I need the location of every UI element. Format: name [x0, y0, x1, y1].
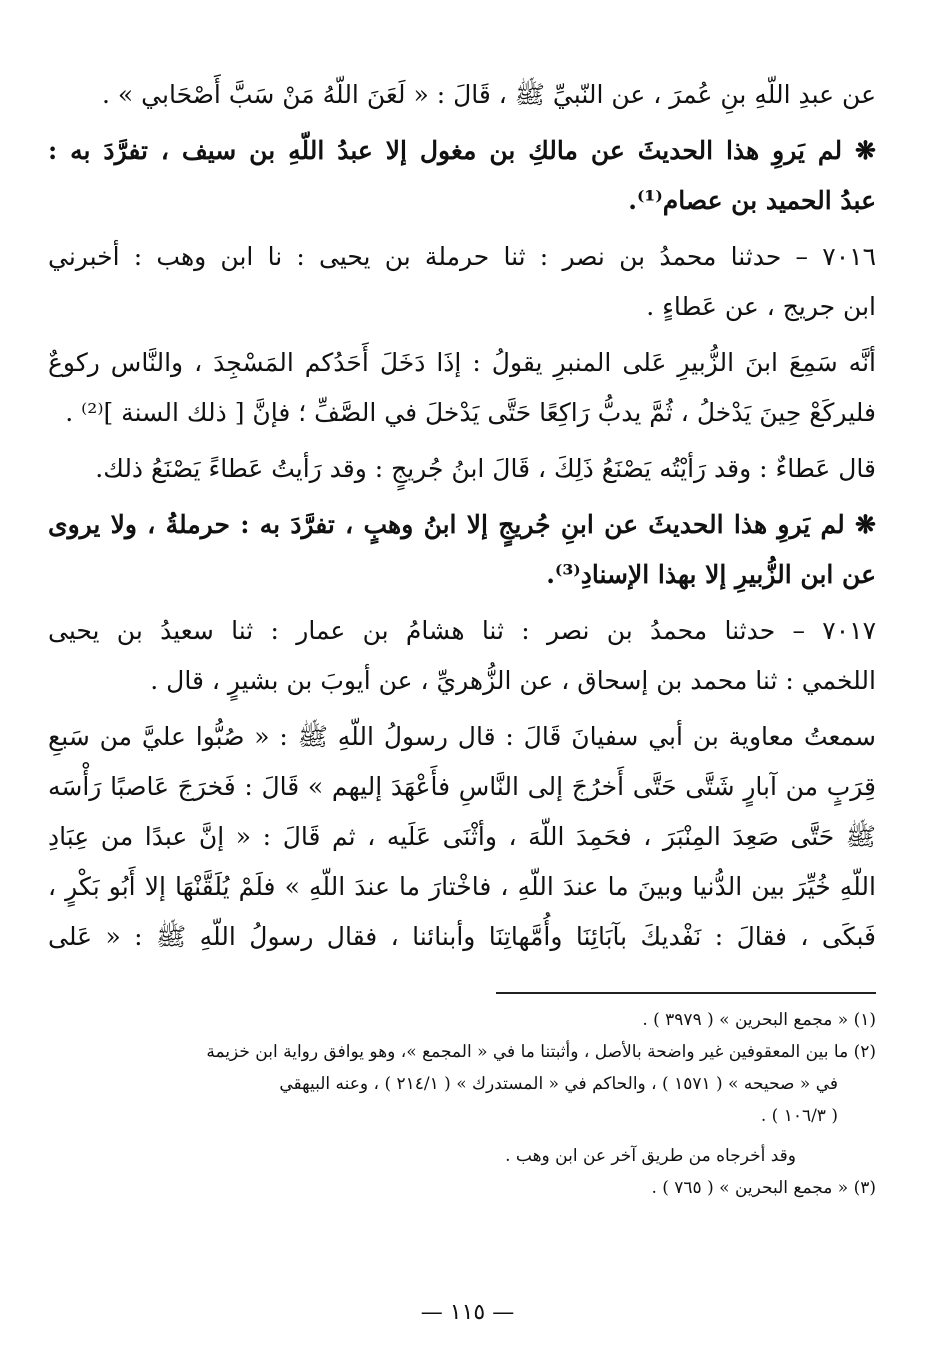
page-number: — ١١٥ —: [420, 1300, 515, 1325]
text-line: ٧٠١٧ – حدثنا محمدُ بن نصر : ثنا هشامُ بن عمار : ثنا سعيدُ بن يحيى: [48, 616, 876, 645]
text-line: فليركَعْ حِينَ يَدْخلُ ، ثُمَّ يدبُّ رَاكِعًا حَتَّى يَدْخلَ في الصَّفِّ ؛ فإنَّ [ ذلك السنة ]⁽²⁾ .: [65, 398, 876, 427]
text-line: ❋ لم يَروِ هذا الحديثَ عن مالكِ بن مغول إلا عبدُ اللّهِ بن سيف ، تفرَّدَ به :: [48, 136, 876, 165]
footnote-1: (١) « مجمع البحرين » ( ٣٩٧٩ ) .: [642, 1010, 876, 1030]
footnotes: [48, 992, 876, 1204]
footnote-2-continuation: وقد أخرجاه من طريق آخر عن ابن وهب .: [505, 1146, 796, 1166]
text-line: ابن جريج ، عن عَطاءٍ .: [646, 292, 876, 321]
page-body: [48, 70, 876, 968]
editorial-note: [48, 500, 876, 600]
hadith-7017-matn: [48, 712, 876, 962]
hadith-7017-isnad: [48, 606, 876, 706]
hadith-7016-matn: [48, 338, 876, 438]
hadith-7016-isnad: [48, 232, 876, 332]
text-line: عبدُ الحميد بن عصام⁽¹⁾.: [628, 186, 876, 215]
text-line: فَبكَى ، فقالَ : نَفْديكَ بآبَائِنَا وأُمَّهاتِنَا وأبنائنا ، فقال رسولُ اللّهِ ﷺ : « عَلى: [48, 922, 876, 951]
footnote-2: (٢) ما بين المعقوفين غير واضحة بالأصل ، وأثبتنا ما في « المجمع »، وهو يوافق رواية ابن خزيمة: [206, 1042, 876, 1062]
paragraph: [48, 70, 876, 120]
footnote-3: (٣) « مجمع البحرين » ( ٧٦٥ ) .: [651, 1178, 876, 1198]
text-line: سمعتُ معاوية بن أبي سفيانَ قَالَ : قال رسولُ اللّهِ ﷺ : « صُبُّوا عليَّ من سَبعِ: [48, 722, 876, 751]
footnote-2-continuation: في « صحيحه » ( ١٥٧١ ) ، والحاكم في « المستدرك » ( ٢١٤/١ ) ، وعنه البيهقي: [279, 1074, 838, 1094]
text-line: اللخمي : ثنا محمد بن إسحاق ، عن الزُّهريِّ ، عن أيوبَ بن بشيرٍ ، قال .: [150, 666, 876, 695]
paragraph: [48, 444, 876, 494]
text-line: قِرَبٍ من آبارٍ شَتَّى حَتَّى أَخرُجَ إلى النَّاسِ فأَعْهَدَ إليهم » قَالَ : فَخرَجَ عَاصبًا رَأْسَه: [48, 772, 876, 801]
footnote-2-continuation: ( ١٠٦/٣ ) .: [760, 1106, 838, 1126]
editorial-note: [48, 126, 876, 226]
text-line: عن ابن الزُّبيرِ إلا بهذا الإسنادِ⁽³⁾.: [546, 560, 876, 589]
text-line: ٧٠١٦ – حدثنا محمدُ بن نصر : ثنا حرملة بن يحيى : نا ابن وهب : أخبرني: [48, 242, 876, 271]
text-line: عن عبدِ اللّهِ بنِ عُمرَ ، عن النّبيِّ ﷺ ، قَالَ : « لَعَنَ اللّهُ مَنْ سَبَّ أَصْحَابي » .: [102, 80, 876, 109]
text-line: ﷺ حَتَّى صَعِدَ المِنْبَرَ ، فحَمِدَ اللّهَ ، وأثْنَى عَلَيه ، ثم قَالَ : « إنَّ عبدًا من عِبَادِ: [48, 822, 876, 851]
text-line: أنَّه سَمِعَ ابنَ الزُّبيرِ عَلى المنبرِ يقولُ : إذَا دَخَلَ أَحَدُكم المَسْجِدَ ، والنَّاس ركوعٌ: [48, 348, 876, 377]
text-line: اللّهِ خُيِّرَ بين الدُّنيا وبينَ ما عندَ اللّهِ ، فاخْتارَ ما عندَ اللّهِ » فلَمْ يُلَقَّنْهَا إلا أَبُو بَكْرٍ ،: [48, 872, 876, 901]
footnote-divider: [496, 992, 876, 994]
text-line: ❋ لم يَروِ هذا الحديثَ عن ابنِ جُريجٍ إلا ابنُ وهبٍ ، تفرَّدَ به : حرملةُ ، ولا يروى: [48, 510, 876, 539]
text-line: قال عَطاءٌ : وقد رَأيْتُه يَصْنَعُ ذَلِكَ ، قَالَ ابنُ جُريجٍ : وقد رَأيتُ عَطاءً يَصْنَعُ ذلك.: [95, 454, 876, 483]
